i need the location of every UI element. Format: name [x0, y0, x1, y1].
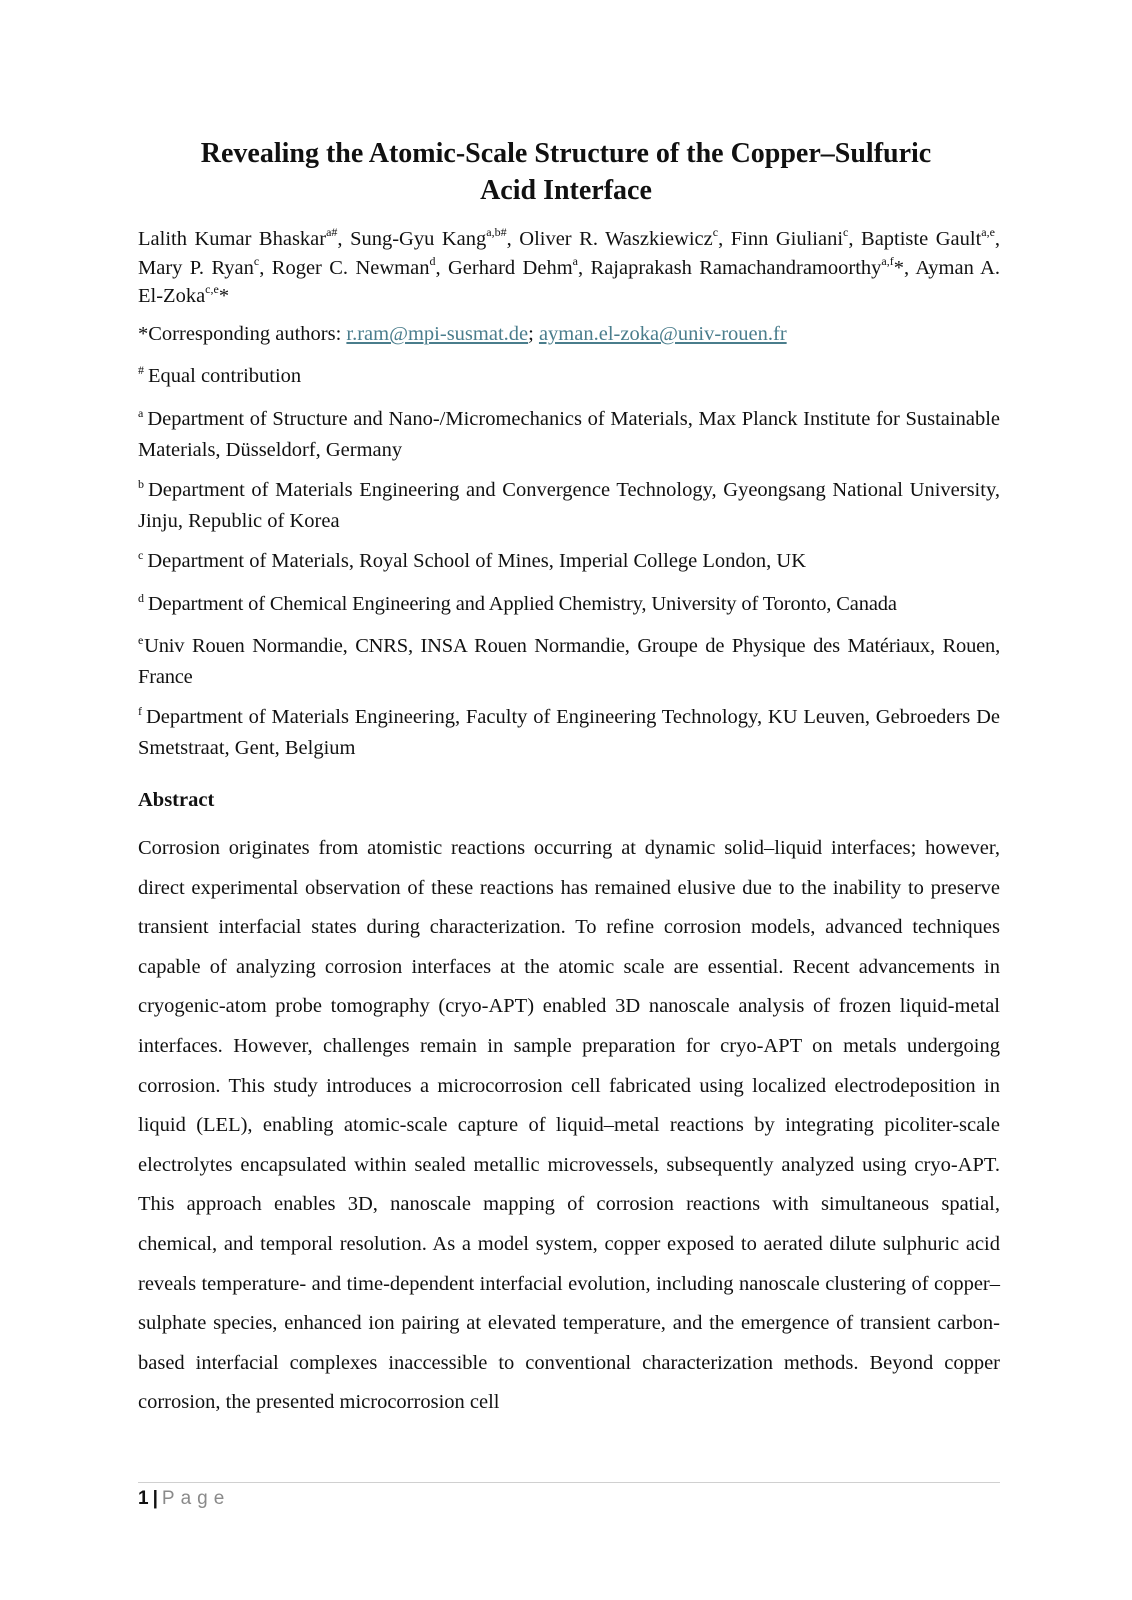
author-entry	[730, 225, 862, 250]
author-name: Mary P. Ryan	[138, 256, 254, 279]
author-entry	[519, 225, 731, 250]
email-separator: ;	[528, 323, 539, 345]
equal-contribution-note	[138, 362, 1000, 393]
abstract-heading: Abstract	[138, 789, 215, 811]
affiliation-sup: e	[138, 633, 144, 647]
author-affiliation-sup: a#	[326, 225, 338, 240]
author-name: Lalith Kumar Bhaskar	[138, 228, 327, 250]
author-affiliation-sup: d	[429, 253, 436, 268]
author-separator: ,	[577, 256, 591, 279]
author-separator: ,	[337, 228, 351, 250]
affiliation-sup: d	[138, 591, 144, 605]
author-separator: ,	[435, 256, 448, 279]
affiliation-e	[138, 632, 1000, 691]
affiliation-sup: f	[138, 704, 142, 718]
author-name: Sung-Gyu Kang	[350, 228, 487, 250]
affiliation-sup: a	[138, 406, 144, 420]
page-number: 1	[138, 1488, 149, 1509]
affiliation-sup: c	[138, 548, 144, 562]
title-line-2: Acid Interface	[480, 175, 652, 206]
author-name: Rajaprakash Ramachandramoorthy	[590, 256, 882, 279]
author-separator: ,	[994, 228, 1001, 250]
affiliation-text: Department of Chemical Engineering and Applied Chemistry, University of Toronto, Canada	[147, 593, 897, 615]
affiliation-a	[138, 405, 1000, 464]
corresponding-label: *Corresponding authors:	[138, 323, 347, 345]
author-affiliation-sup: a,b#	[486, 225, 507, 240]
equal-contribution-text: Equal contribution	[148, 365, 302, 387]
affiliation-text: Department of Materials Engineering, Faculty of Engineering Technology, KU Leuven, Gebroeders De Smetstraat, Gent, Belgium	[138, 706, 1000, 759]
author-list	[138, 225, 1000, 311]
author-separator: *,	[893, 256, 916, 279]
author-name: Oliver R. Waszkiewicz	[519, 228, 713, 250]
title-line-1: Revealing the Atomic-Scale Structure of the Copper–Sulfuric	[200, 138, 932, 169]
affiliation-text: Department of Materials, Royal School of Mines, Imperial College London, UK	[147, 550, 807, 572]
author-separator: ,	[259, 256, 272, 279]
author-affiliation-sup: c	[843, 225, 849, 240]
author-entry	[861, 225, 1001, 250]
author-entry	[138, 253, 272, 279]
author-entry	[350, 225, 520, 250]
email-link-2[interactable]: ayman.el-zoka@univ-rouen.fr	[538, 323, 787, 345]
footer-separator: |	[152, 1488, 158, 1509]
equal-contribution-sup: #	[138, 363, 144, 377]
author-entry	[271, 253, 448, 279]
author-affiliation-sup: c	[253, 253, 260, 268]
affiliation-f	[138, 703, 1000, 762]
author-name: Roger C. Newman	[271, 256, 430, 279]
author-affiliation-sup: a,f	[881, 253, 894, 268]
author-entry	[138, 225, 351, 250]
affiliation-d	[138, 590, 1000, 621]
footer-divider	[138, 1482, 1000, 1483]
affiliation-c	[138, 547, 1000, 578]
affiliation-text: Univ Rouen Normandie, CNRS, INSA Rouen Normandie, Groupe de Physique des Matériaux, Rouen, France	[138, 635, 1000, 688]
author-separator: ,	[718, 228, 731, 250]
author-separator: ,	[848, 228, 862, 250]
affiliation-sup: b	[138, 477, 144, 491]
email-link-1[interactable]: r.ram@mpi-susmat.de	[346, 323, 529, 345]
corresponding-authors	[138, 320, 1000, 349]
author-separator: ,	[506, 228, 520, 250]
affiliation-b	[138, 476, 1000, 535]
author-affiliation-sup: a	[572, 253, 578, 268]
author-name: Ayman A. El-Zoka	[138, 256, 1001, 307]
page-footer	[138, 1488, 230, 1510]
page-word: Page	[161, 1488, 231, 1509]
author-separator: *	[218, 285, 230, 307]
paper-title	[120, 135, 1012, 209]
author-name: Finn Giuliani	[730, 228, 844, 250]
author-name: Gerhard Dehm	[448, 256, 573, 279]
author-affiliation-sup: c	[712, 225, 719, 240]
author-entry	[448, 253, 591, 279]
author-affiliation-sup: c,e	[205, 282, 219, 297]
abstract-body: Corrosion originates from atomistic reactions occurring at dynamic solid–liquid interfaces; however, direct experimental observation of these reactions has remained elusive due to the inability to preserve transient interfacial states during characterization. To refine corrosion models, advanced techniques capable of analyzing corrosion interfaces at the atomic scale are essential. Recent advancements in cryogenic-atom probe tomography (cryo-APT) enabled 3D nanoscale analysis of frozen liquid-metal interfaces. However, challenges remain in sample preparation for cryo-APT on metals undergoing corrosion. This study introduces a microcorrosion cell fabricated using localized electrodeposition in liquid (LEL), enabling atomic-scale capture of liquid–metal reactions by integrating picoliter-scale electrolytes encapsulated within sealed metallic microvessels, subsequently analyzed using cryo-APT. This approach enables 3D, nanoscale mapping of corrosion reactions with simultaneous spatial, chemical, and temporal resolution. As a model system, copper exposed to aerated dilute sulphuric acid reveals temperature- and time-dependent interfacial evolution, including nanoscale clustering of copper–sulphate species, enhanced ion pairing at elevated temperature, and the emergence of transient carbon-based interfacial complexes inaccessible to conventional characterization methods. Beyond copper corrosion, the presented microcorrosion cell	[138, 837, 1000, 1414]
affiliation-text: Department of Structure and Nano-/Micromechanics of Materials, Max Planck Institute for Sustainable Materials, Düsseldorf, Germany	[138, 408, 1000, 461]
author-affiliation-sup: a,e	[981, 225, 995, 240]
author-name: Baptiste Gault	[861, 228, 982, 250]
author-entry	[590, 253, 916, 279]
affiliation-text: Department of Materials Engineering and Convergence Technology, Gyeongsang National University, Jinju, Republic of Korea	[138, 479, 1000, 532]
